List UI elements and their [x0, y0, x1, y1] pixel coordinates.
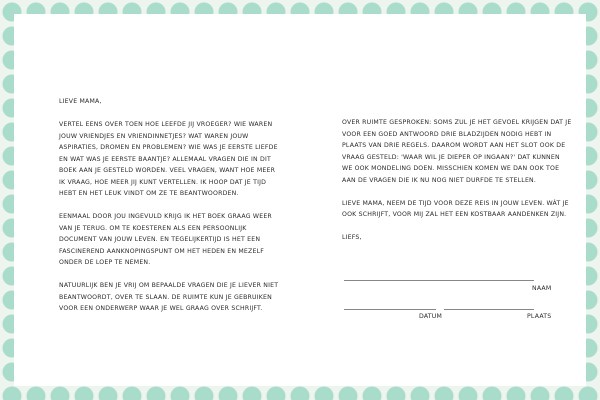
letter-page	[14, 14, 586, 386]
date-line	[344, 309, 436, 310]
letter-paragraph: NATUURLIJK BEN JE VRIJ OM BEPAALDE VRAGEN DIE JE LIEVER NIET BEANTWOORDT, OVER TE SLAAN. DE RUIMTE KUN JE GEBRUIKEN VOOR EEN ONDERWERP WAAR JE WEL GRAAG OVER SCHRIJFT.	[59, 282, 279, 312]
letter-right-column	[342, 117, 572, 255]
letter-closing: LIEFS,	[342, 234, 362, 241]
date-label: DATUM	[419, 313, 443, 320]
name-label: NAAM	[532, 285, 552, 292]
letter-paragraph: OVER RUIMTE GESPROKEN: SOMS ZUL JE HET GEVOEL KRIJGEN DAT JE VOOR EEN GOED ANTWOORD DRIE BLADZIJDEN NODIG HEBT IN PLAATS VAN DRIE REGELS. DAAROM WORDT AAN HET SLOT OOK DE VRAAG GESTELD: 'WAAR WIL JE DIEPER OP INGAAN?' DAT KUNNEN WE OOK MONDELING DOEN. MISSCHIEN KOMEN WE DAN OOK TOE AAN DE VRAGEN DIE IK NU NOG NIET DURFDE TE STELLEN.	[342, 119, 572, 184]
place-line	[444, 309, 534, 310]
letter-paragraph: EENMAAL DOOR JOU INGEVULD KRIJG IK HET BOEK GRAAG WEER VAN JE TERUG. OM TE KOESTEREN ALS EEN PERSOONLIJK DOCUMENT VAN JOUW LEVEN. EN TEGELIJKERTIJD IS HET EEN FASCINEREND AANKNOPINGSPUNT OM HET HEDEN EN MEZELF ONDER DE LOEP TE NEMEN.	[59, 213, 272, 266]
letter-greeting: LIEVE MAMA,	[59, 98, 102, 105]
name-line	[344, 280, 534, 281]
place-label: PLAATS	[527, 313, 552, 320]
letter-paragraph: VERTEL EENS OVER TOEN HOE LEEFDE JIJ VROEGER? WIE WAREN JOUW VRIENDJES EN VRIENDINNETJES? WAT WAREN JOUW ASPIRATIES, DROMEN EN PROBLEMEN? WIE WAS JE EERSTE LIEFDE EN WAT WAS JE EERSTE BAANTJE? ALLEMAAL VRAGEN DIE IN DIT BOEK AAN JE GESTELD WORDEN. VEEL VRAGEN, WANT HOE MEER IK VRAAG, HOE MEER JIJ KUNT VERTELLEN. IK HOOP DAT JE TIJD HEBT EN HET LEUK VINDT OM ZE TE BEANTWOORDEN.	[59, 121, 278, 197]
letter-paragraph: LIEVE MAMA, NEEM DE TIJD VOOR DEZE REIS IN JOUW LEVEN. WÁT JE OOK SCHRIJFT, VOOR MIJ ZAL HET EEN KOSTBAAR AANDENKEN ZIJN.	[342, 199, 569, 218]
signature-block	[344, 280, 552, 340]
letter-left-column	[59, 96, 279, 326]
